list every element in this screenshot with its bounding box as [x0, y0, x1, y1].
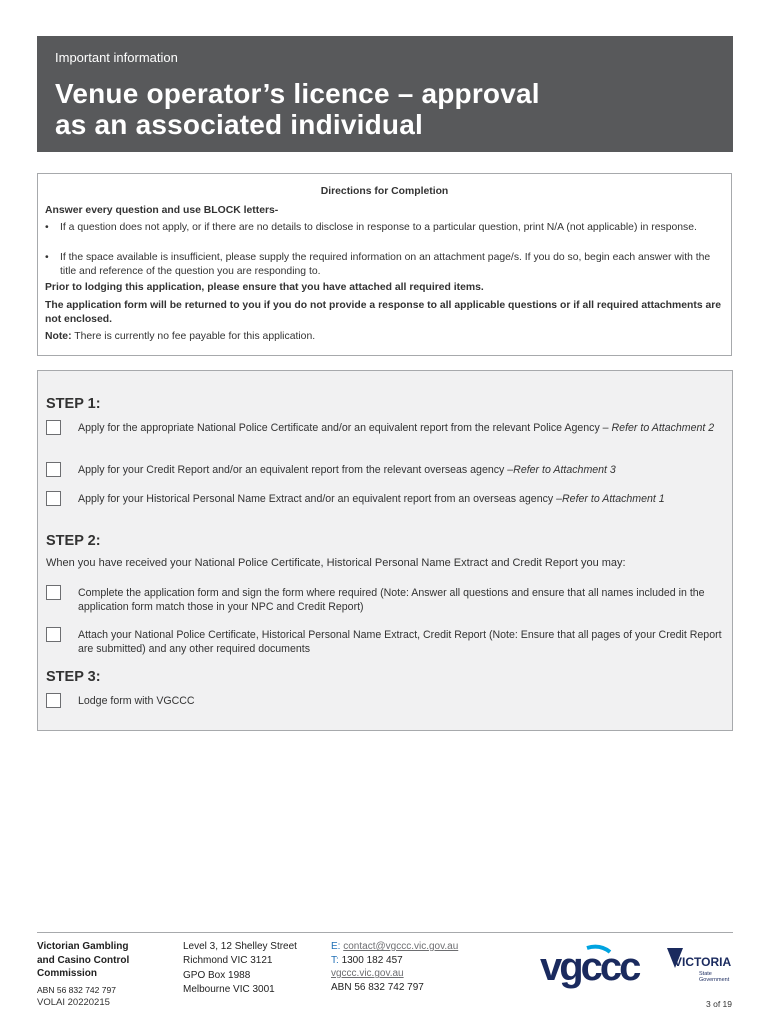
email-row	[331, 940, 458, 954]
step-3-item-1	[46, 695, 722, 709]
note-label: Note:	[45, 331, 72, 342]
directions-note	[45, 330, 723, 344]
item-text: Apply for the appropriate National Police Certificate and/or an equivalent report from the relevant Police Agency –	[78, 422, 612, 434]
address-line-4: Melbourne VIC 3001	[183, 983, 275, 995]
item-text: Apply for your Historical Personal Name Extract and/or an equivalent report from an overseas agency –	[78, 493, 563, 505]
directions-bullet-1	[45, 221, 723, 235]
step-1-item-2	[46, 464, 722, 478]
address-line-2: Richmond VIC 3121	[183, 954, 273, 966]
address-line-1: Level 3, 12 Shelley Street	[183, 941, 297, 952]
address-line-3: GPO Box 1988	[183, 970, 251, 981]
state-logo-text: State	[699, 971, 712, 977]
org-abn: ABN 56 832 742 797	[37, 984, 116, 995]
website-link[interactable]: vgccc.vic.gov.au	[331, 968, 404, 979]
bullet-dot: •	[45, 252, 49, 263]
header-eyebrow: Important information	[55, 50, 178, 65]
step-3-checkbox-1[interactable]	[46, 693, 61, 708]
email-label: E:	[331, 941, 341, 952]
step-2-item-1	[46, 587, 722, 614]
steps-panel	[37, 370, 733, 731]
item-text: Attach your National Police Certificate, Historical Personal Name Extract, Credit Report (Note: Ensure that all pages of your Credit Report are submitted) and any other required documents	[78, 629, 722, 655]
item-text: Complete the application form and sign the form where required (Note: Answer all questions and ensure that all names included in the application form match those in your NPC and Credit Report)	[78, 587, 705, 613]
step-2-intro: When you have received your National Police Certificate, Historical Personal Name Extract and Credit Report you may:	[46, 557, 626, 569]
directions-prior: Prior to lodging this application, please ensure that you have attached all required items.	[45, 282, 484, 293]
step-3-title: STEP 3:	[46, 669, 101, 685]
bullet-text: If the space available is insufficient, please supply the required information on an attachment page/s. If you do so, begin each answer with the title and reference of the question you are responding to.	[60, 252, 711, 277]
victoria-logo-text: VICTORIA	[674, 955, 732, 969]
email-link[interactable]: contact@vgccc.vic.gov.au	[343, 941, 459, 952]
page-number: 3 of 19	[706, 999, 732, 1009]
footer-contact	[331, 940, 458, 994]
footer-logos	[540, 942, 736, 990]
step-1-checkbox-3[interactable]	[46, 491, 61, 506]
phone-row	[331, 954, 458, 968]
phone-number: 1300 182 457	[341, 954, 403, 966]
bullet-text: If a question does not apply, or if there are no details to disclose in response to a particular question, print N/A (not applicable) in response.	[60, 222, 697, 233]
org-line-1: Victorian Gambling	[37, 941, 129, 952]
step-1-item-3	[46, 493, 722, 507]
step-2-checkbox-1[interactable]	[46, 585, 61, 600]
note-text: There is currently no fee payable for this application.	[71, 331, 316, 342]
vgccc-logo-text: vgccc	[540, 945, 639, 989]
step-1-title: STEP 1:	[46, 396, 101, 412]
item-text: Apply for your Credit Report and/or an equivalent report from the relevant overseas agency –	[78, 464, 514, 476]
org-line-2: and Casino Control	[37, 954, 130, 966]
header-banner	[37, 36, 733, 152]
page-title	[55, 78, 540, 140]
directions-intro: Answer every question and use BLOCK letters-	[45, 205, 279, 216]
step-1-checkbox-2[interactable]	[46, 462, 61, 477]
step-1-item-1	[46, 422, 722, 436]
phone-label: T:	[331, 954, 339, 966]
title-line-2: as an associated individual	[55, 109, 423, 140]
contact-abn: ABN 56 832 742 797	[331, 981, 424, 993]
step-2-title: STEP 2:	[46, 533, 101, 549]
bullet-dot: •	[45, 222, 49, 233]
step-2-checkbox-2[interactable]	[46, 627, 61, 642]
directions-title: Directions for Completion	[320, 186, 449, 197]
directions-returned: The application form will be returned to you if you do not provide a response to all applicable questions or if all required attachments are not enclosed.	[45, 300, 722, 325]
document-reference: VOLAI 20220215	[37, 997, 110, 1008]
government-logo-text: Government	[699, 977, 730, 983]
step-2-item-2	[46, 629, 722, 656]
directions-bullet-2	[45, 251, 723, 278]
footer-address	[183, 940, 297, 996]
vgccc-logo	[540, 945, 641, 989]
directions-box	[37, 173, 732, 356]
footer-divider	[37, 932, 733, 933]
step-1-checkbox-1[interactable]	[46, 420, 61, 435]
item-text: Lodge form with VGCCC	[78, 695, 195, 707]
item-ref: Refer to Attachment 2	[611, 422, 715, 434]
item-ref: Refer to Attachment 1	[562, 493, 665, 505]
victoria-government-logo	[667, 948, 731, 983]
title-line-1: Venue operator’s licence – approval	[55, 78, 540, 109]
footer-org	[37, 940, 129, 997]
org-line-3: Commission	[37, 968, 98, 979]
item-ref: Refer to Attachment 3	[513, 464, 616, 476]
